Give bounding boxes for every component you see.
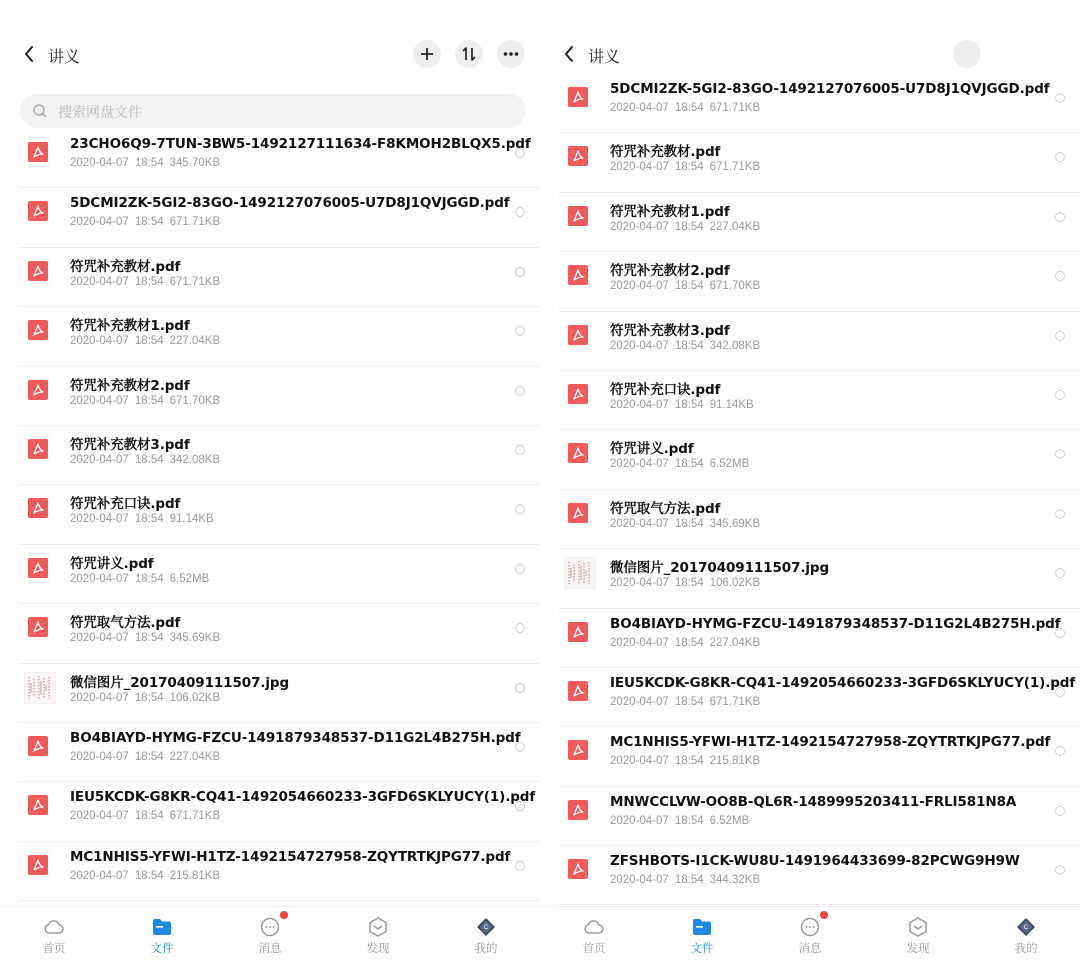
sort-button[interactable]	[455, 40, 483, 68]
file-name: BO4BIAYD-HYMG-FZCU-1491879348537-D11G2L4B275H.pdf	[70, 729, 521, 746]
file-name: BO4BIAYD-HYMG-FZCU-1491879348537-D11G2L4B275H.pdf	[610, 615, 1061, 632]
file-date: 2020-04-07	[70, 632, 129, 645]
file-name: 符咒补充教材2.pdf	[70, 377, 190, 394]
select-radio[interactable]	[1055, 390, 1065, 400]
select-radio[interactable]	[1055, 331, 1065, 341]
file-size: 671.70KB	[169, 394, 221, 407]
pdf-file-icon	[568, 800, 588, 820]
file-meta	[610, 161, 766, 173]
select-radio[interactable]	[515, 564, 525, 574]
file-time: 18:54	[674, 339, 704, 352]
file-row[interactable]	[0, 723, 540, 782]
select-radio[interactable]	[1055, 806, 1065, 816]
file-date: 2020-04-07	[610, 814, 669, 827]
file-row[interactable]	[0, 367, 540, 426]
bottom-tab-bar	[0, 906, 540, 961]
file-size: 91.14KB	[169, 513, 214, 526]
file-meta	[610, 518, 766, 530]
message-icon	[258, 915, 282, 939]
tab-label: 文件	[690, 941, 714, 955]
file-date: 2020-04-07	[70, 810, 129, 823]
select-radio[interactable]	[1055, 271, 1065, 281]
file-meta	[70, 751, 226, 763]
file-size: 671.70KB	[709, 280, 761, 293]
file-name: 23CHO6Q9-7TUN-3BW5-1492127111634-F8KMOH2BLQX5.pdf	[70, 136, 531, 152]
file-meta	[70, 157, 226, 169]
search-placeholder: 搜索网盘文件	[58, 105, 142, 121]
file-name: IEU5KCDK-G8KR-CQ41-1492054660233-3GFD6SKLYUCY(1).pdf	[610, 674, 1076, 691]
file-size: 215.81KB	[169, 869, 221, 882]
tab-cloud[interactable]	[0, 907, 108, 961]
file-meta	[70, 276, 226, 288]
file-name: IEU5KCDK-G8KR-CQ41-1492054660233-3GFD6SKLYUCY(1).pdf	[70, 789, 536, 806]
file-date: 2020-04-07	[610, 517, 669, 530]
file-name: 符咒补充教材.pdf	[70, 258, 181, 275]
select-radio[interactable]	[515, 207, 525, 217]
file-name: 5DCMI2ZK-5GI2-83GO-1492127076005-U7D8J1QVJGGD.pdf	[70, 195, 510, 212]
file-time: 18:54	[134, 572, 164, 585]
file-date: 2020-04-07	[70, 691, 129, 704]
file-date: 2020-04-07	[70, 750, 129, 763]
file-time: 18:54	[674, 458, 704, 471]
file-size: 345.69KB	[709, 517, 761, 530]
file-row[interactable]	[0, 545, 540, 604]
file-row[interactable]	[0, 307, 540, 366]
pdf-file-icon	[568, 681, 588, 701]
tab-cloud[interactable]	[540, 907, 648, 961]
add-button[interactable]	[413, 40, 441, 68]
plus-icon	[420, 47, 434, 61]
file-meta	[70, 632, 226, 644]
more-dots-icon	[503, 51, 519, 57]
file-size: 6.52MB	[169, 572, 210, 585]
file-row[interactable]	[540, 252, 1080, 311]
tab-message[interactable]	[216, 907, 324, 961]
file-date: 2020-04-07	[610, 695, 669, 708]
file-time: 18:54	[134, 216, 164, 229]
file-list	[540, 74, 1080, 905]
more-button[interactable]	[497, 40, 525, 68]
select-radio[interactable]	[1055, 212, 1065, 222]
svg-text:C: C	[1023, 925, 1029, 931]
file-meta	[610, 102, 766, 114]
pdf-file-icon	[568, 443, 588, 463]
file-size: 345.69KB	[169, 632, 221, 645]
select-radio[interactable]	[515, 445, 525, 455]
file-name: 符咒补充教材3.pdf	[70, 436, 190, 453]
file-row[interactable]	[0, 426, 540, 485]
select-radio[interactable]	[1055, 568, 1065, 578]
select-radio[interactable]	[1055, 746, 1065, 756]
pdf-file-icon	[568, 146, 588, 166]
page-title: 讲义	[588, 47, 621, 66]
file-time: 18:54	[134, 869, 164, 882]
file-name: 符咒补充教材.pdf	[610, 144, 721, 161]
file-size: 344.32KB	[709, 874, 761, 887]
pdf-file-icon	[28, 795, 48, 815]
file-name: MC1NHIS5-YFWI-H1TZ-1492154727958-ZQYTRTKJPG77.pdf	[70, 848, 511, 865]
file-size: 671.71KB	[709, 695, 761, 708]
folder-icon	[690, 915, 714, 939]
discover-icon	[906, 915, 930, 939]
file-size: 106.02KB	[169, 691, 221, 704]
file-date: 2020-04-07	[70, 453, 129, 466]
pdf-file-icon	[28, 439, 48, 459]
file-time: 18:54	[674, 577, 704, 590]
file-date: 2020-04-07	[610, 161, 669, 174]
file-size: 106.02KB	[709, 577, 761, 590]
file-time: 18:54	[134, 335, 164, 348]
pdf-file-icon	[28, 498, 48, 518]
file-name: 符咒补充教材1.pdf	[70, 318, 190, 335]
file-meta	[70, 692, 226, 704]
file-name: 符咒讲义.pdf	[70, 555, 154, 572]
pdf-file-icon	[568, 384, 588, 404]
tab-label: 首页	[42, 941, 66, 955]
file-row[interactable]	[540, 133, 1080, 192]
select-radio[interactable]	[515, 683, 525, 693]
file-name: 符咒补充口诀.pdf	[610, 381, 721, 398]
file-time: 18:54	[674, 695, 704, 708]
file-date: 2020-04-07	[70, 869, 129, 882]
file-meta	[610, 637, 766, 649]
tab-message[interactable]	[756, 907, 864, 961]
file-size: 671.71KB	[709, 161, 761, 174]
file-size: 671.71KB	[169, 216, 221, 229]
back-arrow-icon[interactable]	[558, 42, 582, 66]
file-time: 18:54	[674, 102, 704, 114]
back-arrow-icon[interactable]	[18, 42, 42, 66]
tab-folder[interactable]	[108, 907, 216, 961]
profile-icon	[1014, 915, 1038, 939]
tab-label: 文件	[150, 941, 174, 955]
select-radio[interactable]	[515, 386, 525, 396]
select-radio[interactable]	[515, 148, 525, 158]
file-size: 671.71KB	[709, 102, 761, 114]
file-meta	[610, 577, 766, 589]
tab-discover[interactable]	[324, 907, 432, 961]
pdf-file-icon	[28, 736, 48, 756]
file-row[interactable]	[0, 485, 540, 544]
file-time: 18:54	[134, 394, 164, 407]
tab-label: 消息	[798, 941, 822, 955]
pdf-file-icon	[28, 320, 48, 340]
pdf-file-icon	[28, 142, 48, 162]
file-meta	[70, 335, 226, 347]
file-date: 2020-04-07	[610, 458, 669, 471]
file-size: 91.14KB	[709, 398, 754, 411]
file-date: 2020-04-07	[610, 636, 669, 649]
file-meta	[70, 513, 220, 525]
file-size: 227.04KB	[709, 220, 761, 233]
file-meta	[70, 395, 226, 407]
file-time: 18:54	[134, 513, 164, 526]
left-screen	[0, 0, 540, 960]
image-thumbnail	[24, 672, 56, 704]
pdf-file-icon	[28, 558, 48, 578]
pdf-file-icon	[568, 622, 588, 642]
file-date: 2020-04-07	[610, 874, 669, 887]
select-radio[interactable]	[515, 326, 525, 336]
file-time: 18:54	[134, 750, 164, 763]
file-name: 符咒取气方法.pdf	[610, 500, 721, 517]
message-icon	[798, 915, 822, 939]
file-row[interactable]	[0, 129, 540, 188]
file-meta	[70, 810, 226, 822]
search-icon	[32, 103, 48, 119]
notification-badge	[820, 911, 828, 919]
pdf-file-icon	[28, 617, 48, 637]
file-size: 342.08KB	[709, 339, 761, 352]
file-row[interactable]	[540, 312, 1080, 371]
file-meta	[610, 340, 766, 352]
file-time: 18:54	[134, 810, 164, 823]
file-name: 5DCMI2ZK-5GI2-83GO-1492127076005-U7D8J1QVJGGD.pdf	[610, 81, 1050, 97]
file-date: 2020-04-07	[610, 398, 669, 411]
file-time: 18:54	[674, 280, 704, 293]
file-meta	[70, 870, 226, 882]
file-date: 2020-04-07	[70, 335, 129, 348]
file-size: 227.04KB	[169, 750, 221, 763]
file-row[interactable]	[540, 371, 1080, 430]
select-radio[interactable]	[1055, 93, 1065, 103]
file-time: 18:54	[674, 220, 704, 233]
file-name: 符咒取气方法.pdf	[70, 615, 181, 632]
pdf-file-icon	[28, 380, 48, 400]
file-list	[0, 129, 540, 901]
file-size: 671.71KB	[169, 810, 221, 823]
select-radio[interactable]	[515, 504, 525, 514]
header	[0, 30, 540, 82]
file-meta	[610, 399, 760, 411]
file-date: 2020-04-07	[70, 394, 129, 407]
pdf-file-icon	[568, 87, 588, 107]
file-name: MNWCCLVW-OO8B-QL6R-1489995203411-FRLI581N8A	[610, 793, 1017, 810]
tab-folder[interactable]	[648, 907, 756, 961]
file-date: 2020-04-07	[610, 102, 669, 114]
file-time: 18:54	[674, 874, 704, 887]
file-row[interactable]	[0, 248, 540, 307]
page-title: 讲义	[48, 47, 81, 66]
select-radio[interactable]	[1055, 152, 1065, 162]
tab-label: 我的	[474, 941, 498, 955]
file-meta	[610, 755, 766, 767]
file-row[interactable]	[0, 842, 540, 901]
file-time: 18:54	[674, 161, 704, 174]
tab-label: 消息	[258, 941, 282, 955]
file-row[interactable]	[540, 846, 1080, 905]
tab-discover[interactable]	[864, 907, 972, 961]
pdf-file-icon	[28, 201, 48, 221]
file-date: 2020-04-07	[610, 220, 669, 233]
pdf-file-icon	[28, 261, 48, 281]
file-date: 2020-04-07	[70, 157, 129, 169]
file-size: 671.71KB	[169, 275, 221, 288]
file-meta	[610, 458, 755, 470]
file-date: 2020-04-07	[610, 339, 669, 352]
select-radio[interactable]	[515, 267, 525, 277]
profile-icon	[474, 915, 498, 939]
file-name: 符咒补充教材1.pdf	[610, 203, 730, 220]
select-radio[interactable]	[515, 861, 525, 871]
file-size: 227.04KB	[709, 636, 761, 649]
file-meta	[70, 216, 226, 228]
file-time: 18:54	[674, 398, 704, 411]
file-row[interactable]	[540, 430, 1080, 489]
select-radio[interactable]	[1055, 687, 1065, 697]
pdf-file-icon	[568, 325, 588, 345]
file-size: 342.08KB	[169, 453, 221, 466]
file-name: MC1NHIS5-YFWI-H1TZ-1492154727958-ZQYTRTKJPG77.pdf	[610, 734, 1051, 751]
file-time: 18:54	[674, 814, 704, 827]
tab-label: 首页	[582, 941, 606, 955]
file-date: 2020-04-07	[70, 513, 129, 526]
file-row[interactable]	[0, 604, 540, 663]
discover-icon	[366, 915, 390, 939]
tab-label: 发现	[906, 941, 930, 955]
tab-profile[interactable]	[432, 907, 540, 961]
tab-label: 我的	[1014, 941, 1038, 955]
file-meta	[70, 573, 215, 585]
file-row[interactable]	[0, 664, 540, 723]
select-radio[interactable]	[1055, 509, 1065, 519]
file-size: 227.04KB	[169, 335, 221, 348]
file-time: 18:54	[134, 453, 164, 466]
file-time: 18:54	[134, 632, 164, 645]
file-date: 2020-04-07	[610, 577, 669, 590]
pdf-file-icon	[568, 503, 588, 523]
file-row[interactable]	[0, 188, 540, 247]
file-row[interactable]	[540, 74, 1080, 133]
tab-label: 发现	[366, 941, 390, 955]
file-size: 6.52MB	[709, 814, 750, 827]
row-divider	[18, 900, 540, 901]
select-radio[interactable]	[1055, 628, 1065, 638]
file-time: 18:54	[134, 157, 164, 169]
file-meta	[610, 280, 766, 292]
notification-badge	[280, 911, 288, 919]
cloud-icon	[582, 915, 606, 939]
pdf-file-icon	[568, 859, 588, 879]
file-row[interactable]	[540, 787, 1080, 846]
select-radio[interactable]	[515, 623, 525, 633]
sort-icon	[461, 46, 477, 62]
cloud-icon	[42, 915, 66, 939]
file-row[interactable]	[540, 609, 1080, 668]
search-bar[interactable]	[20, 94, 526, 128]
svg-text:C: C	[483, 925, 489, 931]
file-size: 345.70KB	[169, 157, 221, 169]
file-name: 符咒讲义.pdf	[610, 441, 694, 458]
file-meta	[70, 454, 226, 466]
folder-icon	[150, 915, 174, 939]
file-meta	[610, 696, 766, 708]
pdf-file-icon	[568, 740, 588, 760]
file-name: 微信图片_20170409111507.jpg	[70, 674, 290, 691]
file-size: 215.81KB	[709, 755, 761, 768]
right-screen	[540, 0, 1076, 960]
file-row[interactable]	[540, 490, 1080, 549]
select-radio[interactable]	[1055, 449, 1065, 459]
file-meta	[610, 221, 766, 233]
file-meta	[610, 874, 766, 886]
file-date: 2020-04-07	[70, 275, 129, 288]
bottom-tab-bar	[540, 906, 1080, 961]
pdf-file-icon	[28, 855, 48, 875]
select-radio[interactable]	[1055, 865, 1065, 875]
pdf-file-icon	[568, 206, 588, 226]
pdf-file-icon	[568, 265, 588, 285]
file-name: 符咒补充教材2.pdf	[610, 263, 730, 280]
file-name: 符咒补充口诀.pdf	[70, 496, 181, 513]
file-date: 2020-04-07	[70, 216, 129, 229]
file-time: 18:54	[134, 275, 164, 288]
file-row[interactable]	[0, 782, 540, 841]
file-name: ZFSHBOTS-I1CK-WU8U-1491964433699-82PCWG9H9W	[610, 853, 1020, 870]
file-row[interactable]	[540, 727, 1080, 786]
file-meta	[610, 815, 755, 827]
file-date: 2020-04-07	[610, 755, 669, 768]
select-radio[interactable]	[515, 742, 525, 752]
file-time: 18:54	[134, 691, 164, 704]
file-name: 符咒补充教材3.pdf	[610, 322, 730, 339]
file-date: 2020-04-07	[70, 572, 129, 585]
file-time: 18:54	[674, 636, 704, 649]
file-row[interactable]	[540, 668, 1080, 727]
file-row[interactable]	[540, 549, 1080, 608]
file-time: 18:54	[674, 755, 704, 768]
file-date: 2020-04-07	[610, 280, 669, 293]
tab-profile[interactable]	[972, 907, 1080, 961]
file-time: 18:54	[674, 517, 704, 530]
file-row[interactable]	[540, 193, 1080, 252]
select-radio[interactable]	[515, 801, 525, 811]
file-size: 6.52MB	[709, 458, 750, 471]
file-name: 微信图片_20170409111507.jpg	[610, 560, 830, 577]
image-thumbnail	[564, 557, 596, 589]
add-button[interactable]	[953, 40, 981, 68]
